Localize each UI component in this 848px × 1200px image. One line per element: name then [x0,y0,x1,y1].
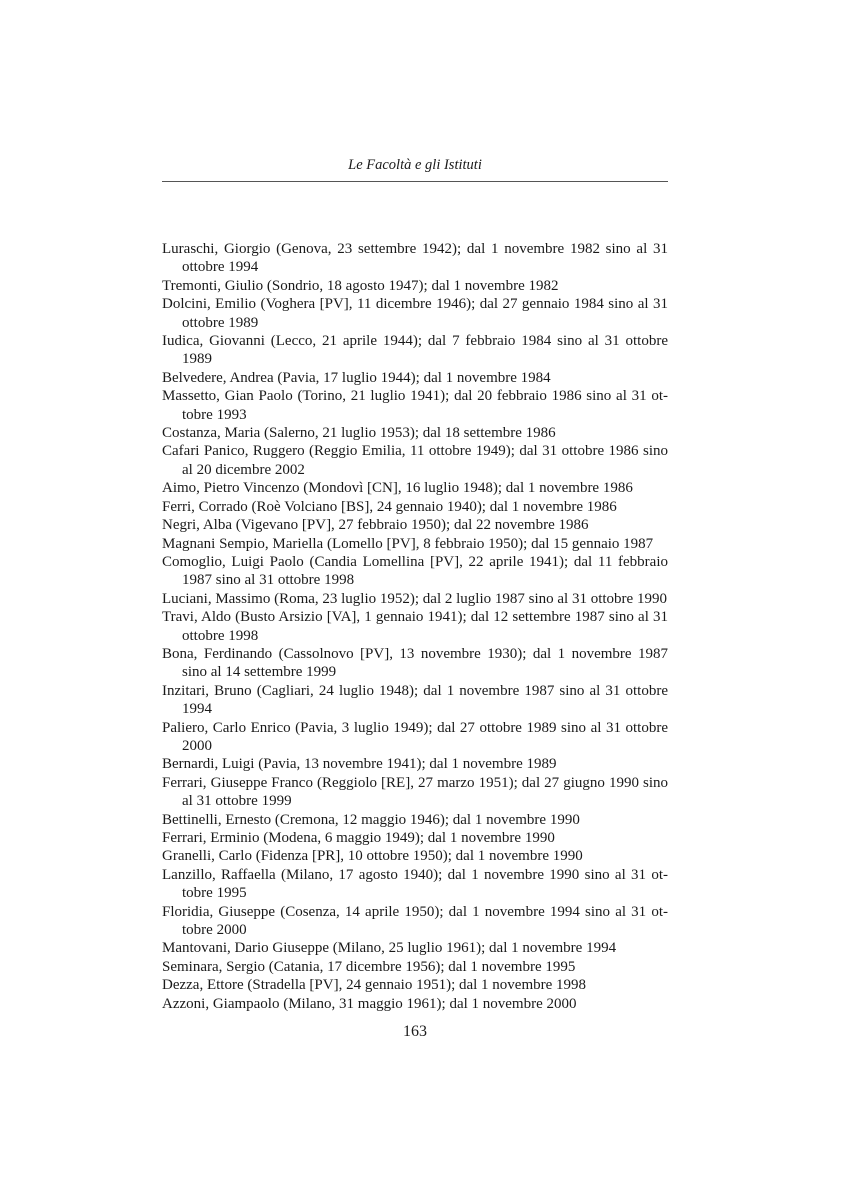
list-item: Dezza, Ettore (Stradella [PV], 24 gennaio 1951); dal 1 novembre 1998 [162,977,587,994]
list-item: Cafari Panico, Ruggero (Reggio Emilia, 11 ottobre 1949); dal 31 ottobre 1986 sino al 20 dicembre 2002 [162,443,668,478]
list-item: Massetto, Gian Paolo (Torino, 21 luglio 1941); dal 20 febbraio 1986 sino al 31 ot-tobre 1993 [162,388,668,423]
list-item: Azzoni, Giampaolo (Milano, 31 maggio 1961); dal 1 novembre 2000 [162,995,577,1012]
list-item: Ferrari, Erminio (Modena, 6 maggio 1949); dal 1 novembre 1990 [162,830,555,846]
list-item: Lanzillo, Raffaella (Milano, 17 agosto 1940); dal 1 novembre 1990 sino al 31 ot-tobre 1995 [162,866,668,902]
list-item: Aimo, Pietro Vincenzo (Mondovì [CN], 16 luglio 1948); dal 1 novembre 1986 [162,480,633,497]
list-item: Bettinelli, Ernesto (Cremona, 12 maggio 1946); dal 1 novembre 1990 [162,811,580,828]
list-item: Paliero, Carlo Enrico (Pavia, 3 luglio 1949); dal 27 ottobre 1989 sino al 31 ottobre 2000 [162,719,668,754]
list-item: Mantovani, Dario Giuseppe (Milano, 25 luglio 1961); dal 1 novembre 1994 [162,940,617,957]
faculty-entries-list [162,240,668,1013]
list-item: Iudica, Giovanni (Lecco, 21 aprile 1944); dal 7 febbraio 1984 sino al 31 ottobre 1989 [162,333,668,368]
list-item: Seminara, Sergio (Catania, 17 dicembre 1956); dal 1 novembre 1995 [162,958,576,975]
list-item: Negri, Alba (Vigevano [PV], 27 febbraio 1950); dal 22 novembre 1986 [162,517,589,534]
list-item: Belvedere, Andrea (Pavia, 17 luglio 1944); dal 1 novembre 1984 [162,369,551,386]
list-item: Bernardi, Luigi (Pavia, 13 novembre 1941); dal 1 novembre 1989 [162,756,557,773]
list-item: Inzitari, Bruno (Cagliari, 24 luglio 1948); dal 1 novembre 1987 sino al 31 ottobre 1994 [162,682,668,718]
list-item: Ferrari, Giuseppe Franco (Reggiolo [RE], 27 marzo 1951); dal 27 giugno 1990 sino al 31 ottobre 1999 [162,774,668,810]
list-item: Floridia, Giuseppe (Cosenza, 14 aprile 1950); dal 1 novembre 1994 sino al 31 ot-tobre 2000 [162,903,668,939]
header-rule [162,181,668,182]
list-item: Tremonti, Giulio (Sondrio, 18 agosto 1947); dal 1 novembre 1982 [162,277,559,294]
running-head-title: Le Facoltà e gli Istituti [348,157,482,173]
list-item: Comoglio, Luigi Paolo (Candia Lomellina [PV], 22 aprile 1941); dal 11 febbraio 1987 sino al 31 ottobre 1998 [162,553,668,589]
list-item: Costanza, Maria (Salerno, 21 luglio 1953); dal 18 settembre 1986 [162,425,556,442]
list-item: Travi, Aldo (Busto Arsizio [VA], 1 gennaio 1941); dal 12 settembre 1987 sino al 31 ottobre 1998 [162,609,668,644]
list-item: Luraschi, Giorgio (Genova, 23 settembre 1942); dal 1 novembre 1982 sino al 31 ottobre 1994 [162,241,668,276]
list-item: Bona, Ferdinando (Cassolnovo [PV], 13 novembre 1930); dal 1 novembre 1987 sino al 14 settembre 1999 [162,645,668,681]
list-item: Magnani Sempio, Mariella (Lomello [PV], 8 febbraio 1950); dal 15 gennaio 1987 [162,535,654,552]
list-item: Luciani, Massimo (Roma, 23 luglio 1952); dal 2 luglio 1987 sino al 31 ottobre 1990 [162,590,667,607]
list-item: Dolcini, Emilio (Voghera [PV], 11 dicembre 1946); dal 27 gennaio 1984 sino al 31 ottobre 1989 [162,296,668,331]
list-item: Granelli, Carlo (Fidenza [PR], 10 ottobre 1950); dal 1 novembre 1990 [162,848,583,865]
page-number: 163 [403,1023,427,1040]
list-item: Ferri, Corrado (Roè Volciano [BS], 24 gennaio 1940); dal 1 novembre 1986 [162,498,617,515]
